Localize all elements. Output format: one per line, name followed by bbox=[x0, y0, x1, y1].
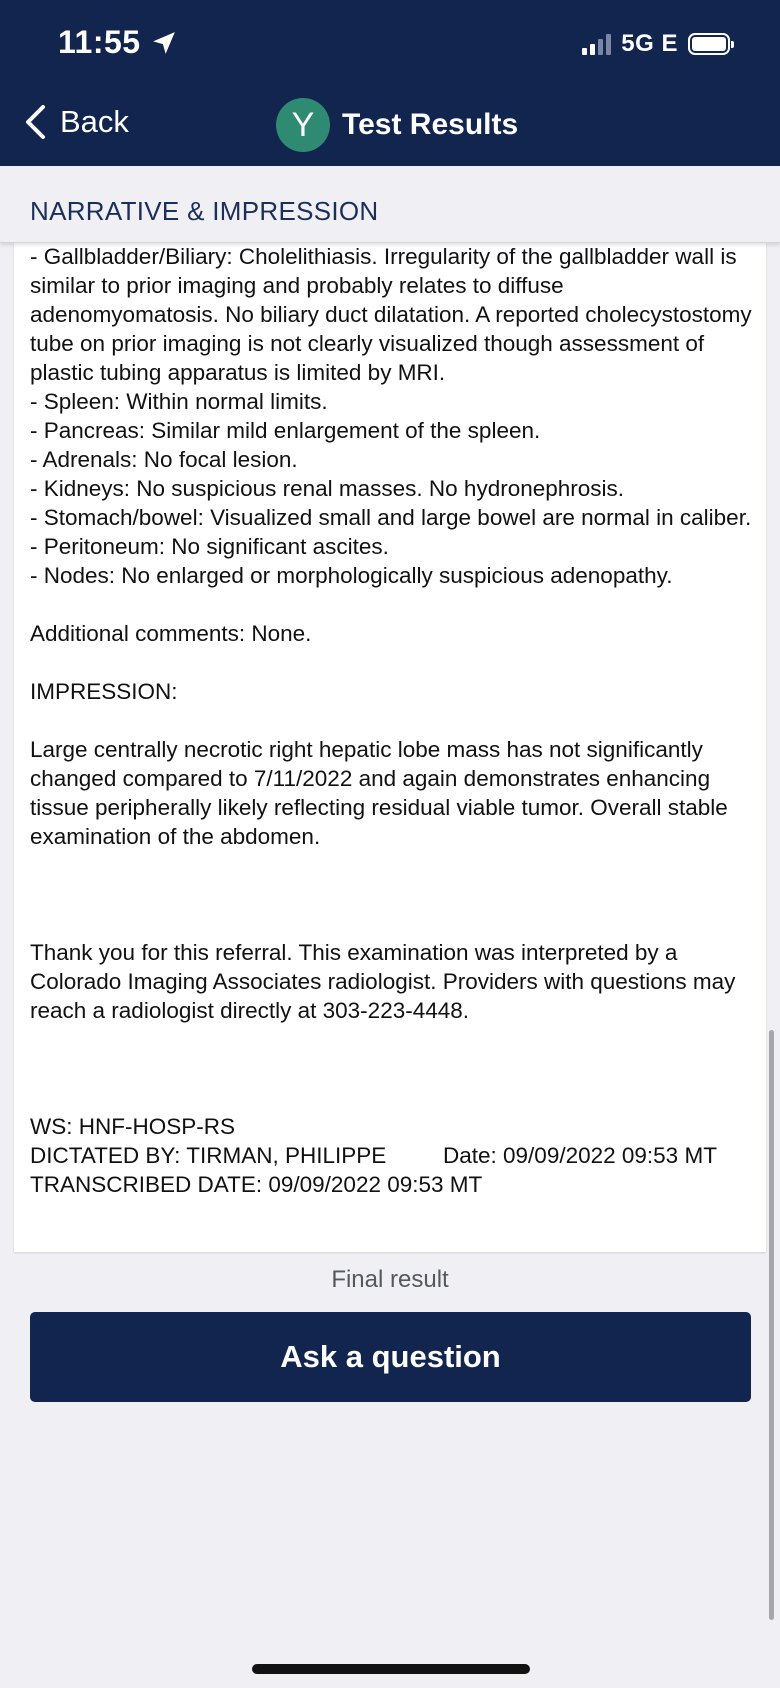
report-card bbox=[14, 242, 766, 1252]
report-line: - Peritoneum: No significant ascites. bbox=[30, 534, 389, 559]
back-label: Back bbox=[60, 104, 129, 139]
impression-text: Large centrally necrotic right hepatic lobe mass has not significantly changed compared to 7/11/2022 and again demonstrates enhancing tissue peripherally likely reflecting residual viable tumor. Overall stable examination of the abdomen. bbox=[30, 737, 728, 849]
back-button[interactable] bbox=[24, 104, 129, 140]
header-title bbox=[276, 98, 518, 152]
dictation-row bbox=[30, 1141, 758, 1170]
page-title: Test Results bbox=[342, 108, 519, 141]
report-line: - Pancreas: Similar mild enlargement of the spleen. bbox=[30, 418, 541, 443]
impression-heading: IMPRESSION: bbox=[30, 679, 178, 704]
report-line: - Gallbladder/Biliary: Cholelithiasis. Irregularity of the gallbladder wall is similar to prior imaging and probably relates to diffuse adenomyomatosis. No biliary duct dilatation. A reported cholecystostomy tube on prior imaging is not clearly visualized though assessment of plastic tubing apparatus is limited by MRI. bbox=[30, 244, 752, 385]
location-arrow-icon bbox=[151, 30, 177, 56]
result-status: Final result bbox=[331, 1266, 449, 1293]
signal-bars-icon bbox=[582, 33, 611, 55]
dictation-date: Date: 09/09/2022 09:53 MT bbox=[443, 1143, 717, 1168]
network-type: 5G E bbox=[621, 30, 678, 57]
report-line: - Stomach/bowel: Visualized small and large bowel are normal in caliber. bbox=[30, 505, 752, 530]
referral-thanks: Thank you for this referral. This examination was interpreted by a Colorado Imaging Associates radiologist. Providers with questions may reach a radiologist directly at 303-223-4448. bbox=[30, 940, 736, 1023]
report-line: - Adrenals: No focal lesion. bbox=[30, 447, 298, 472]
additional-comments: Additional comments: None. bbox=[30, 621, 312, 646]
avatar-initial: Y bbox=[291, 105, 315, 144]
dictated-by: DICTATED BY: TIRMAN, PHILIPPE bbox=[30, 1143, 387, 1168]
status-indicators bbox=[582, 30, 730, 58]
battery-icon bbox=[688, 33, 730, 55]
report-line: - Kidneys: No suspicious renal masses. No hydronephrosis. bbox=[30, 476, 625, 501]
report-line: - Nodes: No enlarged or morphologically suspicious adenopathy. bbox=[30, 563, 673, 588]
report-text bbox=[30, 242, 758, 1199]
status-time-label: 11:55 bbox=[58, 24, 141, 60]
top-bar bbox=[0, 0, 780, 166]
avatar[interactable] bbox=[276, 98, 330, 152]
chevron-left-icon bbox=[24, 104, 46, 140]
workstation: WS: HNF-HOSP-RS bbox=[30, 1114, 235, 1139]
home-indicator[interactable] bbox=[252, 1664, 530, 1674]
section-title: NARRATIVE & IMPRESSION bbox=[30, 196, 379, 226]
report-line: - Spleen: Within normal limits. bbox=[30, 389, 328, 414]
transcribed-date: TRANSCRIBED DATE: 09/09/2022 09:53 MT bbox=[30, 1172, 483, 1197]
ask-question-button[interactable]: Ask a question bbox=[30, 1312, 751, 1402]
scrollbar[interactable] bbox=[769, 1030, 774, 1620]
section-header bbox=[0, 166, 780, 243]
status-time bbox=[58, 24, 177, 61]
